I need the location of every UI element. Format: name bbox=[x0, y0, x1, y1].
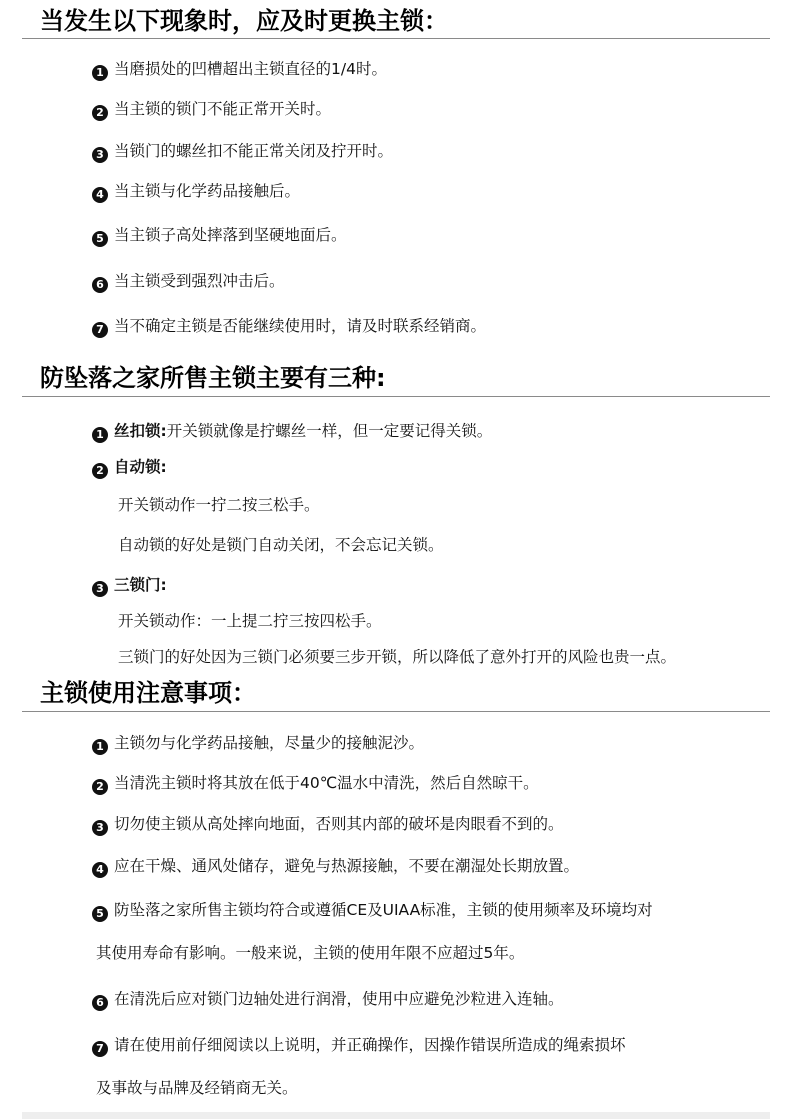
number-badge-icon: 4 bbox=[92, 862, 108, 878]
list-item-continuation: 及事故与品牌及经销商无关。 bbox=[96, 1079, 298, 1097]
list-item: 3 当锁门的螺丝扣不能正常关闭及拧开时。 bbox=[92, 140, 393, 163]
list-item: 7 当不确定主锁是否能继续使用时，请及时联系经销商。 bbox=[92, 315, 486, 338]
number-badge-icon: 1 bbox=[92, 65, 108, 81]
list-item-detail: 开关锁动作一拧二按三松手。 bbox=[118, 496, 320, 514]
number-badge-icon: 3 bbox=[92, 147, 108, 163]
list-item: 2 当主锁的锁门不能正常开关时。 bbox=[92, 98, 331, 121]
number-badge-icon: 7 bbox=[92, 1041, 108, 1057]
number-badge-icon: 3 bbox=[92, 820, 108, 836]
list-item: 3 三锁门: bbox=[92, 574, 167, 597]
list-item: 4 应在干燥、通风处储存，避免与热源接触，不要在潮湿处长期放置。 bbox=[92, 855, 579, 878]
number-badge-icon: 1 bbox=[92, 427, 108, 443]
list-item: 3 切勿使主锁从高处摔向地面，否则其内部的破坏是肉眼看不到的。 bbox=[92, 813, 564, 836]
section-divider bbox=[22, 396, 770, 397]
number-badge-icon: 3 bbox=[92, 581, 108, 597]
list-item: 1 丝扣锁:开关锁就像是拧螺丝一样，但一定要记得关锁。 bbox=[92, 420, 492, 443]
list-item-detail: 开关锁动作：一上提二拧三按四松手。 bbox=[118, 612, 382, 630]
section-divider bbox=[22, 711, 770, 712]
section-title-replace-lock: 当发生以下现象时，应及时更换主锁： bbox=[40, 7, 448, 35]
number-badge-icon: 5 bbox=[92, 231, 108, 247]
list-item: 2 自动锁: bbox=[92, 456, 167, 479]
list-item: 4 当主锁与化学药品接触后。 bbox=[92, 180, 300, 203]
number-badge-icon: 2 bbox=[92, 463, 108, 479]
list-item: 6 在清洗后应对锁门边轴处进行润滑，使用中应避免沙粒进入连轴。 bbox=[92, 988, 564, 1011]
number-badge-icon: 4 bbox=[92, 187, 108, 203]
number-badge-icon: 7 bbox=[92, 322, 108, 338]
list-item-continuation: 其使用寿命有影响。一般来说，主锁的使用年限不应超过5年。 bbox=[96, 944, 525, 962]
list-item: 5 防坠落之家所售主锁均符合或遵循CE及UIAA标准，主锁的使用频率及环境均对 bbox=[92, 899, 653, 922]
list-item-detail: 三锁门的好处因为三锁门必须要三步开锁，所以降低了意外打开的风险也贵一点。 bbox=[118, 648, 677, 666]
list-item: 6 当主锁受到强烈冲击后。 bbox=[92, 270, 285, 293]
list-item: 7 请在使用前仔细阅读以上说明，并正确操作，因操作错误所造成的绳索损坏 bbox=[92, 1034, 626, 1057]
number-badge-icon: 6 bbox=[92, 995, 108, 1011]
section-divider bbox=[22, 38, 770, 39]
list-item: 5 当主锁子高处摔落到坚硬地面后。 bbox=[92, 224, 347, 247]
number-badge-icon: 2 bbox=[92, 779, 108, 795]
number-badge-icon: 5 bbox=[92, 906, 108, 922]
number-badge-icon: 6 bbox=[92, 277, 108, 293]
list-item: 1 主锁勿与化学药品接触，尽量少的接触泥沙。 bbox=[92, 732, 424, 755]
list-item: 1 当磨损处的凹槽超出主锁直径的1/4时。 bbox=[92, 58, 387, 81]
list-item: 2 当清洗主锁时将其放在低于40℃温水中清洗，然后自然晾干。 bbox=[92, 772, 539, 795]
section-title-usage-notes: 主锁使用注意事项： bbox=[40, 679, 256, 707]
bottom-divider bbox=[22, 1112, 770, 1119]
number-badge-icon: 2 bbox=[92, 105, 108, 121]
section-title-lock-types: 防坠落之家所售主锁主要有三种: bbox=[40, 364, 386, 392]
number-badge-icon: 1 bbox=[92, 739, 108, 755]
list-item-detail: 自动锁的好处是锁门自动关闭，不会忘记关锁。 bbox=[118, 536, 444, 554]
